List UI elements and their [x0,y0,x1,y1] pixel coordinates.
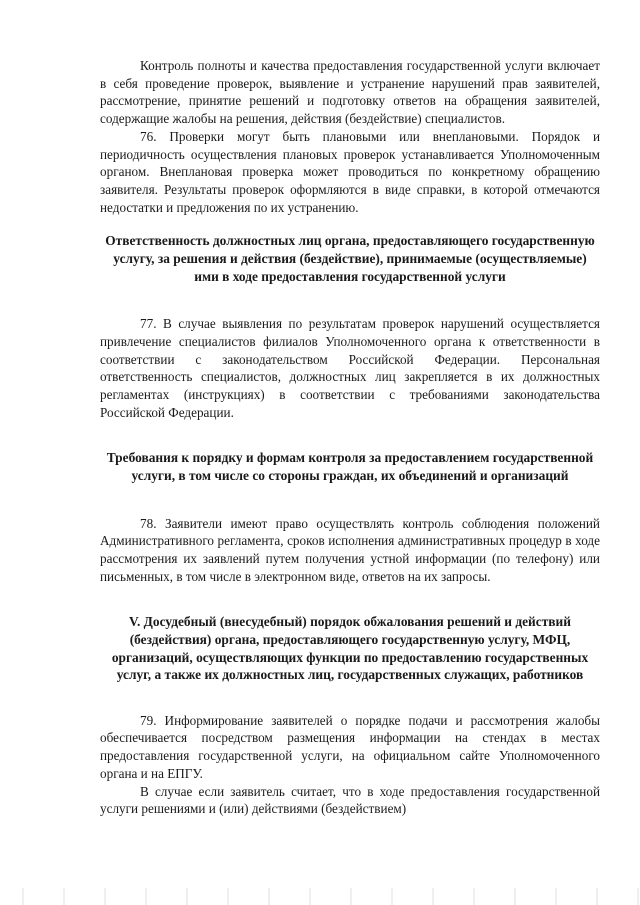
paragraph-78: 78. Заявители имеют право осуществлять контроль соблюдения положений Административного регламента, сроков исполнения административных процедур в ходе рассмотрения их заявлений путем получения устной информации (по телефону) или письменных, в том числе в электронном виде, ответов на их запросы. [100,515,600,584]
scan-artifact-strip [0,888,640,905]
document-body [100,57,600,818]
paragraph-79-continued: В случае если заявитель считает, что в ходе предоставления государственной услуги решениями и (или) действиями (бездействием) [100,783,600,817]
paragraph-76: 76. Проверки могут быть плановыми или внеплановыми. Порядок и периодичность осуществления плановых проверок устанавливается Уполномоченным органом. Внеплановая проверка может проводиться по конкретному обращению заявителя. Результаты проверок оформляются в виде справки, в которой отмечаются недостатки и предложения по их устранению. [100,128,600,215]
heading-section-5: V. Досудебный (внесудебный) порядок обжалования решений и действий (бездействия) органа, предоставляющего государственную услугу, МФЦ, организаций, осуществляющих функции по предоставлению государственных услуг, а также их должностных лиц, государственных служащих, работников [111,614,589,683]
paragraph-79: 79. Информирование заявителей о порядке подачи и рассмотрения жалобы обеспечивается посредством размещения информации на стендах в местах предоставления государственной услуги, на официальном сайте Уполномоченного органа и на ЕПГУ. [100,712,600,781]
paragraph-77: 77. В случае выявления по результатам проверок нарушений осуществляется привлечение специалистов филиалов Уполномоченного органа к ответственности в соответствии с законодательством Российской Федерации. Персональная ответственность специалистов, должностных лиц закрепляется в их должностных регламентах (инструкциях) в соответствии с требованиями законодательства Российской Федерации. [100,316,600,420]
heading-requirements: Требования к порядку и формам контроля за предоставлением государственной услуги, в том числе со стороны граждан, их объединений и организаций [106,450,594,483]
heading-responsibility: Ответственность должностных лиц органа, предоставляющего государственную услугу, за решения и действия (бездействие), принимаемые (осуществляемые) ими в ходе предоставления государственной услуги [105,233,595,284]
paragraph-control: Контроль полноты и качества предоставления государственной услуги включает в себя проведение проверок, выявление и устранение нарушений прав заявителей, рассмотрение, принятие решений и подготовку ответов на обращения заявителей, содержащие жалобы на решения, действия (бездействие) специалистов. [100,58,600,127]
